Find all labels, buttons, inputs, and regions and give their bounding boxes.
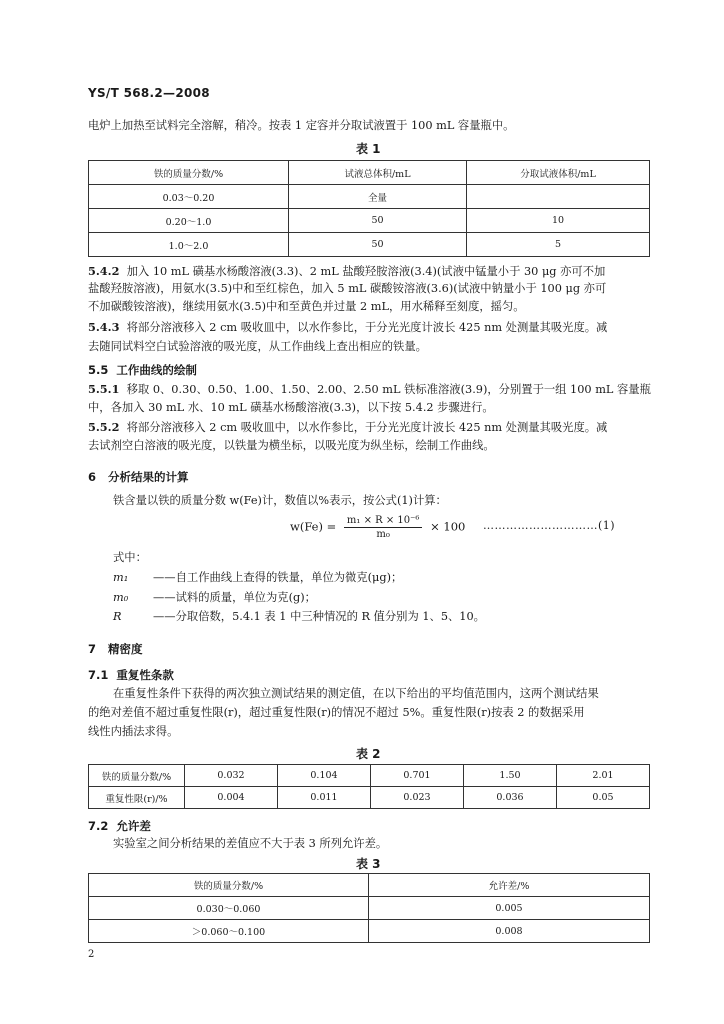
standard-header: YS/T 568.2—2008	[88, 86, 210, 100]
formula-1	[290, 515, 465, 545]
where-label: 式中：	[113, 551, 147, 564]
table3-header-cell: 允许差/%	[369, 874, 650, 897]
table-cell: 0.701	[371, 765, 464, 787]
clause-text: 移取 0、0.30、0.50、1.00、1.50、2.00、2.50 mL 铁标准溶液(3.9)，分别置于一组 100 mL 容量瓶	[126, 383, 651, 396]
table-cell: 0.011	[278, 787, 371, 809]
table-row	[89, 233, 650, 257]
table-row	[89, 765, 650, 787]
clause-5-5-1-line1	[88, 382, 651, 397]
section-number: 7	[88, 642, 97, 656]
section-number: 7.1	[88, 668, 109, 682]
section-7-2-title	[88, 818, 151, 834]
table-row	[89, 209, 650, 233]
section-title: 分析结果的计算	[108, 470, 189, 484]
table-cell: 重复性限(r)/%	[89, 787, 185, 809]
section-title: 允许差	[116, 819, 151, 833]
section-title: 精密度	[108, 642, 143, 656]
table1-header-cell: 试液总体积/mL	[289, 161, 467, 185]
section-5-5-title	[88, 362, 197, 378]
clause-7-1-line3: 线性内插法求得。	[88, 725, 179, 738]
table-cell: 1.50	[464, 765, 557, 787]
table-cell	[467, 185, 650, 209]
table3-caption: 表 3	[356, 857, 381, 871]
section-number: 6	[88, 470, 97, 484]
section-6-intro: 铁含量以铁的质量分数 w(Fe)计，数值以%表示，按公式(1)计算：	[113, 494, 447, 507]
section-7-title	[88, 641, 143, 657]
table-cell: 50	[289, 209, 467, 233]
formula-fraction	[344, 515, 423, 540]
clause-number: 5.4.2	[88, 264, 120, 278]
clause-number: 5.5.1	[88, 382, 120, 396]
table1-header-row	[89, 161, 650, 185]
section-number: 5.5	[88, 363, 109, 377]
variable-desc: ——分取倍数，5.4.1 表 1 中三种情况的 R 值分别为 1、5、10。	[153, 610, 485, 623]
formula-lhs: w(Fe) =	[290, 519, 337, 534]
variable-r	[113, 610, 485, 624]
table-cell: 2.01	[557, 765, 650, 787]
table-cell: 0.05	[557, 787, 650, 809]
section-title: 重复性条款	[116, 668, 174, 682]
clause-5-5-2-line1	[88, 420, 607, 435]
table-cell: 铁的质量分数/%	[89, 765, 185, 787]
page-number: 2	[88, 949, 95, 960]
table-cell: ＞0.060～0.100	[89, 920, 369, 943]
formula-denominator: m₀	[376, 529, 390, 540]
clause-text: 将部分溶液移入 2 cm 吸收皿中，以水作参比，于分光光度计波长 425 nm 处测量其吸光度。减	[126, 321, 608, 334]
table-cell: 0.036	[464, 787, 557, 809]
table-cell: 10	[467, 209, 650, 233]
table-cell: 0.005	[369, 897, 650, 920]
table-cell: 0.008	[369, 920, 650, 943]
clause-7-2-line1: 实验室之间分析结果的差值应不大于表 3 所列允许差。	[113, 837, 388, 850]
clause-5-4-3-line2: 去随同试料空白试验溶液的吸光度，从工作曲线上查出相应的铁量。	[88, 340, 427, 353]
clause-number: 5.5.2	[88, 420, 120, 434]
table-cell: 5	[467, 233, 650, 257]
clause-number: 5.4.3	[88, 320, 120, 334]
variable-desc: ——试料的质量，单位为克(g)；	[153, 591, 316, 604]
variable-desc: ——自工作曲线上查得的铁量，单位为微克(μg)；	[153, 571, 403, 584]
section-title: 工作曲线的绘制	[116, 363, 197, 377]
variable-symbol: m₁	[113, 571, 129, 584]
table1	[88, 160, 650, 257]
table-cell: 0.03～0.20	[89, 185, 289, 209]
variable-m1	[113, 571, 402, 585]
table2-caption: 表 2	[356, 747, 381, 761]
table-cell: 0.032	[185, 765, 278, 787]
table-cell: 1.0～2.0	[89, 233, 289, 257]
clause-5-4-2-line1	[88, 264, 605, 279]
section-number: 7.2	[88, 819, 109, 833]
table-cell: 全量	[289, 185, 467, 209]
variable-m0	[113, 591, 316, 605]
formula-tail: × 100	[430, 519, 466, 534]
clause-5-5-2-line2: 去试剂空白溶液的吸光度，以铁量为横坐标，以吸光度为纵坐标，绘制工作曲线。	[88, 439, 495, 452]
formula-numerator: m₁ × R × 10⁻⁶	[344, 515, 423, 528]
table2	[88, 764, 650, 809]
table1-header-cell: 分取试液体积/mL	[467, 161, 650, 185]
clause-7-1-line1: 在重复性条件下获得的两次独立测试结果的测定值，在以下给出的平均值范围内，这两个测试结果	[113, 687, 599, 700]
variable-symbol: m₀	[113, 591, 129, 604]
table3-header-cell: 铁的质量分数/%	[89, 874, 369, 897]
table3-header-row	[89, 874, 650, 897]
clause-5-4-3-line1	[88, 320, 607, 335]
clause-5-5-1-line2: 中，各加入 30 mL 水、10 mL 磺基水杨酸溶液(3.3)，以下按 5.4.2 步骤进行。	[88, 401, 494, 414]
table-row	[89, 185, 650, 209]
table1-caption: 表 1	[356, 142, 381, 156]
clause-7-1-line2: 的绝对差值不超过重复性限(r)，超过重复性限(r)的情况不超过 5%。重复性限(r)按表 2 的数据采用	[88, 706, 585, 719]
table-cell: 0.030～0.060	[89, 897, 369, 920]
formula-number: …………………………(1)	[483, 519, 616, 532]
table-cell: 0.104	[278, 765, 371, 787]
table-cell: 0.20～1.0	[89, 209, 289, 233]
table-row	[89, 920, 650, 943]
table1-header-cell: 铁的质量分数/%	[89, 161, 289, 185]
section-7-1-title	[88, 667, 174, 683]
variable-symbol: R	[113, 610, 122, 623]
table-cell: 50	[289, 233, 467, 257]
table3	[88, 873, 650, 943]
clause-5-4-2-line2: 盐酸羟胺溶液)，用氨水(3.5)中和至红棕色，加入 5 mL 碳酸铵溶液(3.6)(试液中钠量小于 100 μg 亦可	[88, 282, 607, 295]
table-cell: 0.023	[371, 787, 464, 809]
clause-text: 加入 10 mL 磺基水杨酸溶液(3.3)、2 mL 盐酸羟胺溶液(3.4)(试液中锰量小于 30 μg 亦可不加	[126, 265, 606, 278]
clause-text: 将部分溶液移入 2 cm 吸收皿中，以水作参比，于分光光度计波长 425 nm 处测量其吸光度。减	[126, 421, 608, 434]
intro-line: 电炉上加热至试料完全溶解，稍冷。按表 1 定容并分取试液置于 100 mL 容量瓶中。	[88, 119, 515, 132]
table-row	[89, 897, 650, 920]
section-6-title	[88, 469, 189, 485]
table-cell: 0.004	[185, 787, 278, 809]
table-row	[89, 787, 650, 809]
clause-5-4-2-line3: 不加碳酸铵溶液)，继续用氨水(3.5)中和至黄色并过量 2 mL，用水稀释至刻度，摇匀。	[88, 300, 525, 313]
